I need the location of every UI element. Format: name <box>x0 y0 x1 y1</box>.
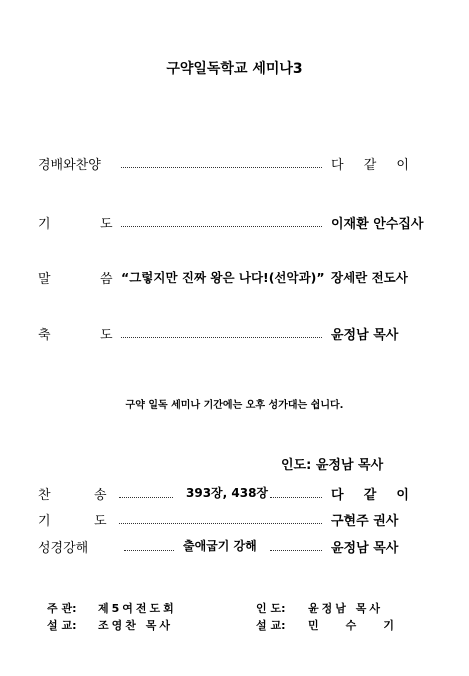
prayer-label-a: 기 <box>38 217 51 232</box>
blessing-label-b: 도 <box>100 328 113 343</box>
hymn-label: 경배와찬양 <box>38 158 101 173</box>
evening-hymn-numbers: 393장, 438장 <box>186 486 269 500</box>
prayer-label-b: 도 <box>100 217 113 232</box>
dotted-leader <box>124 550 174 551</box>
evening-prayer-label-a: 기 <box>38 514 51 529</box>
sermon2-value: 민 수 기 <box>308 619 394 632</box>
lecture-label: 성경강해 <box>38 541 89 556</box>
dotted-leader <box>270 497 322 498</box>
dotted-leader <box>270 550 322 551</box>
sermon-label-a: 말 <box>38 272 51 287</box>
sermon-speaker: 장세란 전도사 <box>331 270 408 285</box>
page-title: 구약일독학교 세미나3 <box>166 61 303 77</box>
sermon-footer-value: 조영찬 목사 <box>98 619 173 632</box>
hymn-value: 다 같 이 <box>331 158 409 173</box>
sermon2-label: 설 교: <box>256 619 286 632</box>
dotted-leader <box>119 523 322 524</box>
dotted-leader <box>121 226 322 227</box>
prayer-value: 이재환 안수집사 <box>331 217 424 232</box>
host-value: 제5여전도회 <box>98 602 177 615</box>
lecture-value: 윤정남 목사 <box>331 541 399 556</box>
evening-prayer-value: 구현주 권사 <box>331 514 399 529</box>
host-label: 주 관: <box>47 602 77 615</box>
sermon-title: “그렇지만 진짜 왕은 나다!(선악과)” <box>121 270 325 285</box>
evening-hymn-label-b: 송 <box>94 488 107 503</box>
dotted-leader <box>121 167 322 168</box>
evening-prayer-label-b: 도 <box>94 514 107 529</box>
blessing-label-a: 축 <box>38 328 51 343</box>
leader-value: 윤정남 목사 <box>308 602 383 615</box>
blessing-value: 윤정남 목사 <box>331 328 399 343</box>
choir-note: 구약 일독 세미나 기간에는 오후 성가대는 쉽니다. <box>125 400 344 411</box>
sermon-label-b: 씀 <box>100 272 113 287</box>
evening-hymn-label-a: 찬 <box>38 488 51 503</box>
dotted-leader <box>119 497 173 498</box>
leader-label: 인 도: <box>256 602 286 615</box>
evening-hymn-value: 다 같 이 <box>331 488 409 503</box>
dotted-leader <box>121 337 322 338</box>
lecture-topic: 출애굽기 강해 <box>183 539 257 553</box>
sermon-footer-label: 설 교: <box>47 619 77 632</box>
evening-leader: 인도: 윤정남 목사 <box>281 458 384 473</box>
